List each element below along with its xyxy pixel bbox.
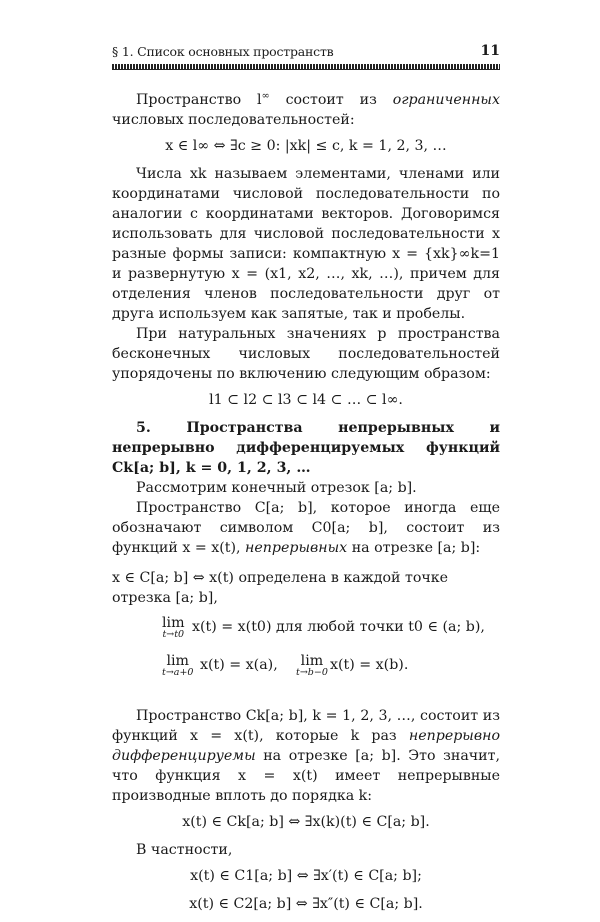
section-title: § 1. Список основных пространств xyxy=(112,44,334,59)
page-number: 11 xyxy=(480,43,500,59)
limit-at-t0: lim t→t0 xyxy=(162,615,185,640)
item-5-heading: 5. Пространства непрерывных и непрерывно дифференцируемых функций Ck[a; b], k = 0, 1, 2, 3, … xyxy=(112,420,500,476)
paragraph-linf-definition: Пространство l∞ состоит из ограниченных числовых последовательностей: xyxy=(112,90,500,128)
limit-at-b: lim t→b−0 xyxy=(296,653,328,678)
formula-ck: x(t) ∈ Ck[a; b] ⇔ ∃x(k)(t) ∈ C[a; b]. xyxy=(182,814,430,830)
running-header xyxy=(112,44,500,60)
paragraph-differentiable: Пространство Ck[a; b], k = 1, 2, 3, …, состоит из функций x = x(t), которые k раз непрерывно дифференцируемы на отрезке [a; b]. Это значит, что функция x = x(t) имеет непрерывные производные вплоть до порядка k: xyxy=(112,708,500,804)
limit-at-b-text: x(t) = x(b). xyxy=(330,657,409,673)
header-rule xyxy=(112,64,500,69)
formula-c2: x(t) ∈ C2[a; b] ⇔ ∃x″(t) ∈ C[a; b]. xyxy=(189,896,423,912)
formula-continuity-condition: x ∈ C[a; b] ⇔ x(t) определена в каждой точке отрезка [a; b], xyxy=(112,570,449,606)
paragraph-inclusion: При натуральных значениях p пространства бесконечных числовых последовательностей упорядочены по включению следующим образом: xyxy=(112,326,500,382)
paragraph-in-particular: В частности, xyxy=(136,842,233,858)
formula-linf: x ∈ l∞ ⇔ ∃c ≥ 0: |xk| ≤ c, k = 1, 2, 3, … xyxy=(165,138,447,154)
limit-at-t0-text: x(t) = x(t0) для любой точки t0 ∈ (a; b), xyxy=(192,619,485,635)
page-body xyxy=(112,90,500,922)
paragraph-continuous: Пространство C[a; b], которое иногда еще обозначают символом C0[a; b], состоит из функций x = x(t), непрерывных на отрезке [a; b]: xyxy=(112,500,500,556)
formula-c1: x(t) ∈ C1[a; b] ⇔ ∃x′(t) ∈ C[a; b]; xyxy=(190,868,422,884)
limit-at-a-text: x(t) = x(a), xyxy=(200,657,278,673)
limits-block xyxy=(112,614,500,700)
paragraph-coordinates: Числа xk называем элементами, членами или координатами числовой последовательности по аналогии с координатами векторов. Договоримся использовать для числовой последовательности x разные формы записи: компактную x = {xk}∞k=1 и развернутую x = (x1, x2, …, xk, …), причем для отделения членов последовательности друг от друга используем как запятые, так и пробелы. xyxy=(112,166,500,322)
formula-inclusion-chain: l1 ⊂ l2 ⊂ l3 ⊂ l4 ⊂ … ⊂ l∞. xyxy=(209,392,403,408)
limit-at-a: lim t→a+0 xyxy=(162,653,194,678)
paragraph-segment: Рассмотрим конечный отрезок [a; b]. xyxy=(136,480,417,496)
